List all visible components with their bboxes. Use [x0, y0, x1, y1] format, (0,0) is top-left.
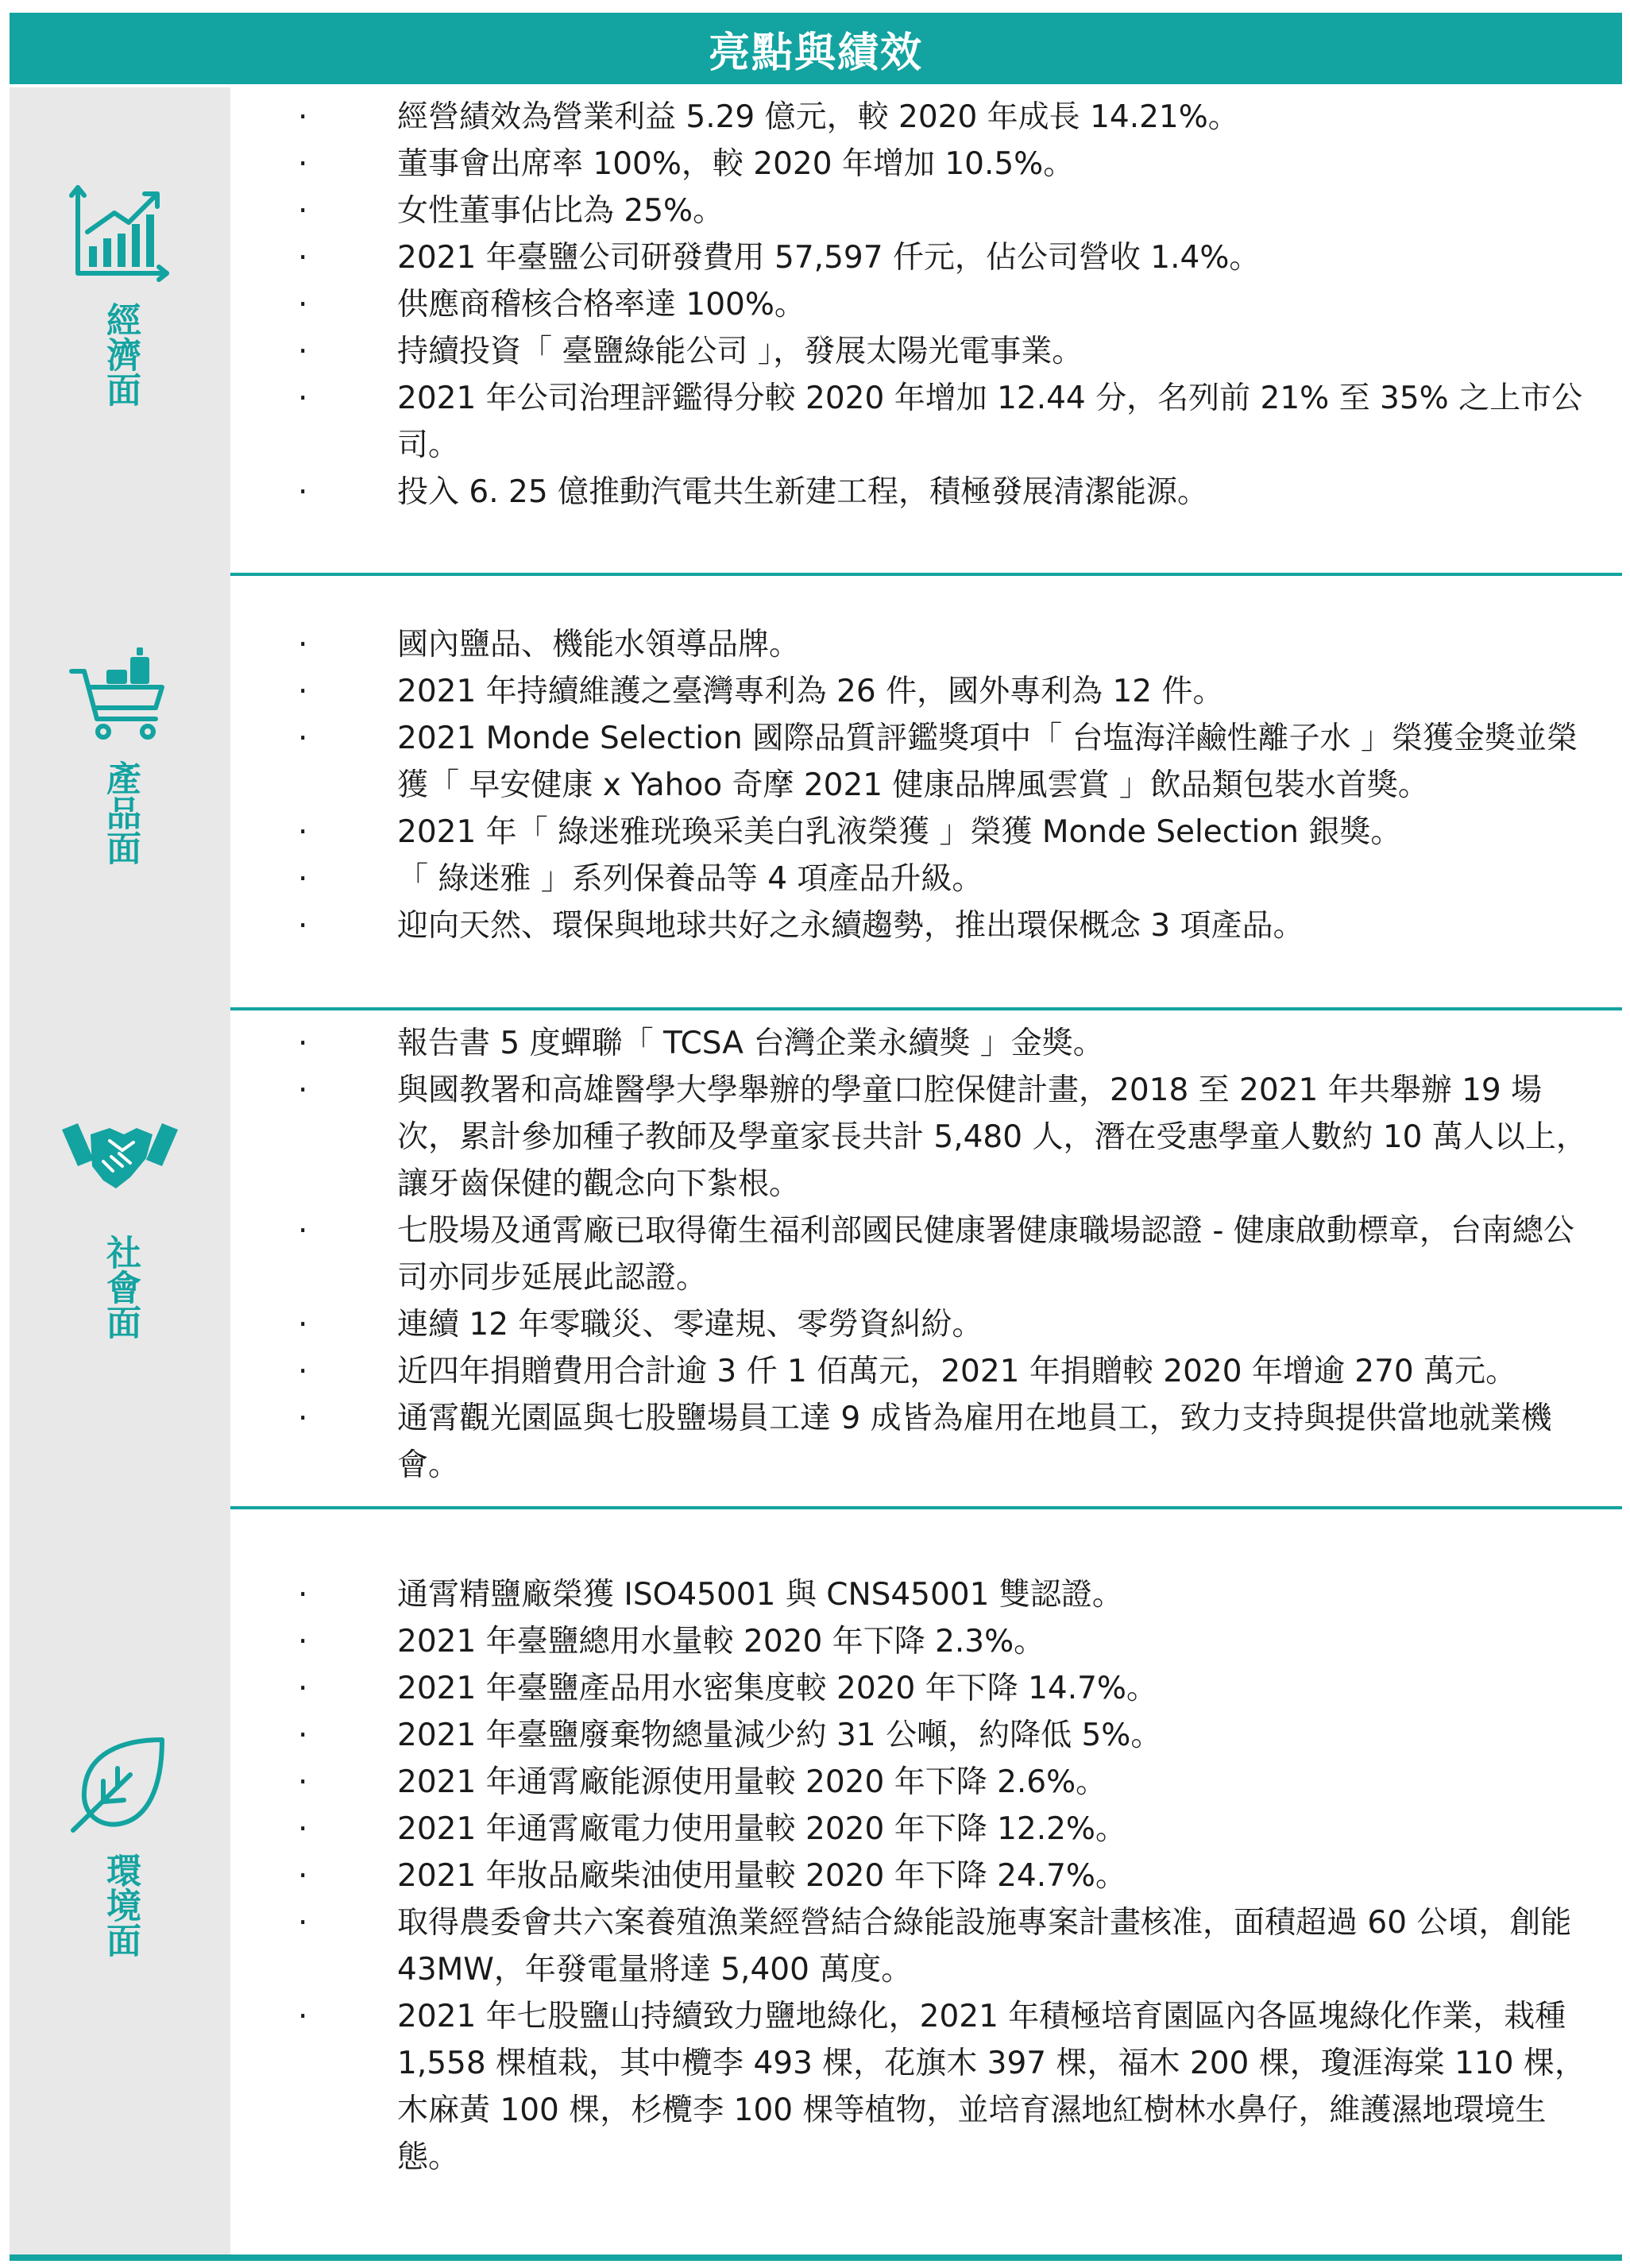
list-item: · 連續 12 年零職災、零違規、零勞資糾紛。 — [230, 1301, 1622, 1348]
list-item: · 迎向天然、環保與地球共好之永續趨勢，推出環保概念 3 項產品。 — [230, 902, 1622, 949]
list-item: · 投入 6. 25 億推動汽電共生新建工程，積極發展清潔能源。 — [230, 469, 1622, 516]
section-label — [97, 760, 143, 865]
list-item: · 通霄精鹽廠榮獲 ISO45001 與 CNS45001 雙認證。 — [230, 1571, 1622, 1618]
list-item: · 2021 年通霄廠能源使用量較 2020 年下降 2.6%。 — [230, 1759, 1622, 1806]
section-economic — [10, 87, 1622, 576]
bottom-border — [10, 2254, 1622, 2261]
bar-chart-growth-icon — [68, 181, 172, 284]
bullet-list — [230, 621, 1622, 949]
bullet-list — [230, 1571, 1622, 2181]
section-product — [10, 576, 1622, 1010]
list-item: · 國內鹽品、機能水領導品牌。 — [230, 621, 1622, 668]
list-item: · 近四年捐贈費用合計逾 3 仟 1 佰萬元，2021 年捐贈較 2020 年增逾 270 萬元。 — [230, 1348, 1622, 1395]
list-item: · 2021 年臺鹽產品用水密集度較 2020 年下降 14.7%。 — [230, 1665, 1622, 1712]
list-item: · 2021 年妝品廠柴油使用量較 2020 年下降 24.7%。 — [230, 1853, 1622, 1899]
list-item: · 2021 年公司治理評鑑得分較 2020 年增加 12.44 分，名列前 21% 至 35% 之上市公司。 — [230, 375, 1622, 469]
page-header — [10, 13, 1622, 84]
section-label-text: 經濟面 — [100, 302, 141, 407]
section-sidebar — [10, 576, 230, 1010]
list-item: · 經營績效為營業利益 5.29 億元，較 2020 年成長 14.21%。 — [230, 94, 1622, 141]
list-item: · 報告書 5 度蟬聯「 TCSA 台灣企業永續獎 」金獎。 — [230, 1020, 1622, 1067]
list-item: · 與國教署和高雄醫學大學舉辦的學童口腔保健計畫，2018 至 2021 年共舉辦 19 場次，累計參加種子教師及學童家長共計 5,480 人，潛在受惠學童人數約 10 萬人以上，讓牙齒保健的觀念向下紮根。 — [230, 1067, 1622, 1207]
list-item: · 持續投資「 臺鹽綠能公司 」，發展太陽光電事業。 — [230, 328, 1622, 375]
section-label-text: 產品面 — [100, 760, 141, 865]
bullet-list — [230, 94, 1622, 516]
list-item: · 2021 Monde Selection 國際品質評鑑獎項中「 台塩海洋鹼性離子水 」榮獲金獎並榮獲「 早安健康 x Yahoo 奇摩 2021 健康品牌風雲賞 」飲品類包裝水首獎。 — [230, 715, 1622, 809]
list-item: · 2021 年臺鹽公司研發費用 57,597 仟元，佔公司營收 1.4%。 — [230, 234, 1622, 281]
list-item: · 2021 年臺鹽總用水量較 2020 年下降 2.3%。 — [230, 1618, 1622, 1665]
section-social — [10, 1010, 1622, 1509]
section-label — [97, 1853, 143, 1957]
section-sidebar — [10, 1010, 230, 1509]
section-label-text: 環境面 — [100, 1853, 141, 1957]
list-item: · 2021 年七股鹽山持續致力鹽地綠化，2021 年積極培育園區內各區塊綠化作業，栽種 1,558 棵植栽，其中欖李 493 棵，花旗木 397 棵，福木 200 棵，瓊涯海棠 110 棵，木麻黃 100 棵，杉欖李 100 棵等植物，並培育濕地紅樹林水鼻仔，維護濕地環境生態。 — [230, 1993, 1622, 2181]
list-item: · 女性董事佔比為 25%。 — [230, 187, 1622, 234]
section-sidebar — [10, 87, 230, 576]
leaf-icon — [68, 1732, 172, 1835]
section-environment — [10, 1509, 1622, 2254]
list-item: · 董事會出席率 100%，較 2020 年增加 10.5%。 — [230, 141, 1622, 187]
list-item: · 供應商稽核合格率達 100%。 — [230, 281, 1622, 328]
list-item: · 取得農委會共六案養殖漁業經營結合綠能設施專案計畫核准，面積超過 60 公頃，創能 43MW，年發電量將達 5,400 萬度。 — [230, 1899, 1622, 1993]
section-label — [97, 1234, 143, 1339]
section-sidebar — [10, 1509, 230, 2254]
list-item: · 2021 年持續維護之臺灣專利為 26 件，國外專利為 12 件。 — [230, 668, 1622, 715]
list-item: · 2021 年通霄廠電力使用量較 2020 年下降 12.2%。 — [230, 1806, 1622, 1853]
list-item: · 通霄觀光園區與七股鹽場員工達 9 成皆為雇用在地員工，致力支持與提供當地就業機會。 — [230, 1395, 1622, 1489]
page-title: 亮點與績效 — [708, 29, 923, 77]
list-item: · 七股場及通霄廠已取得衛生福利部國民健康署健康職場認證 - 健康啟動標章，台南總公司亦同步延展此認證。 — [230, 1207, 1622, 1301]
handshake-icon — [60, 1114, 180, 1217]
bullet-list — [230, 1020, 1622, 1489]
shopping-cart-icon — [68, 639, 172, 743]
list-item: · 2021 年臺鹽廢棄物總量減少約 31 公噸，約降低 5%。 — [230, 1712, 1622, 1759]
list-item: · 「 綠迷雅 」系列保養品等 4 項產品升級。 — [230, 856, 1622, 902]
list-item: · 2021 年「 綠迷雅珖瑍采美白乳液榮獲 」榮獲 Monde Selection 銀獎。 — [230, 809, 1622, 856]
section-label — [97, 302, 143, 407]
section-label-text: 社會面 — [100, 1234, 141, 1339]
